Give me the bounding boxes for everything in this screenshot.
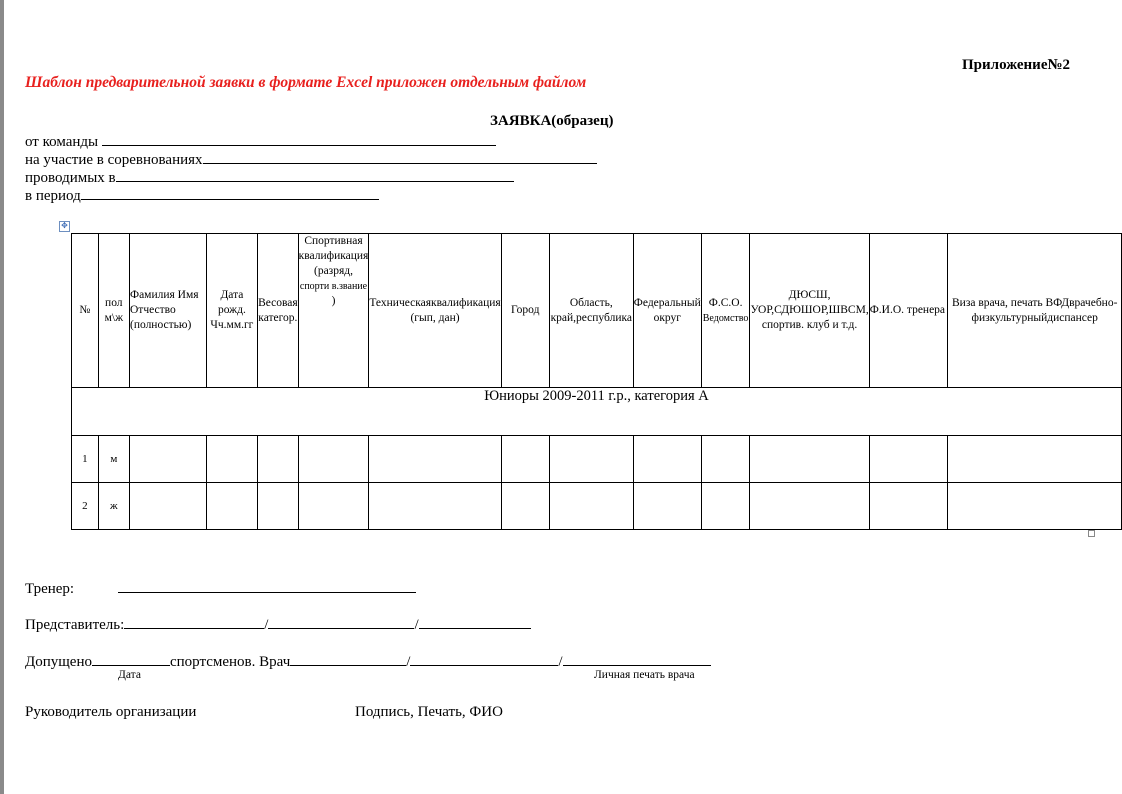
stamp-caption: Личная печать врача (594, 669, 695, 681)
col-birthdate: Дата рожд. Чч.мм.гг (206, 234, 257, 388)
table-row (72, 436, 1122, 483)
row-1-cell[interactable] (948, 436, 1122, 483)
agency-label: Ведомство (702, 312, 749, 324)
row-2-cell[interactable] (633, 483, 701, 530)
row-2-cell[interactable] (298, 483, 369, 530)
row-2-cell[interactable] (129, 483, 206, 530)
date-caption: Дата (118, 669, 141, 681)
admitted-count-blank[interactable] (92, 651, 170, 666)
table-row (72, 483, 1122, 530)
doctor-blank-1[interactable] (290, 651, 406, 666)
doctor-blank-2[interactable] (410, 651, 558, 666)
row-2-cell[interactable] (750, 483, 869, 530)
held-in-field (25, 167, 514, 187)
head-label: Руководитель организации (25, 704, 197, 720)
row-2-cell[interactable] (369, 483, 501, 530)
representative-label: Представитель: (25, 617, 125, 633)
representative-field (25, 614, 531, 634)
period-field (25, 185, 379, 205)
representative-blank-1[interactable] (124, 614, 264, 629)
template-note: Шаблон предварительной заявки в формате Excel приложен отдельным файлом (25, 74, 587, 91)
coach-field (25, 578, 416, 598)
row-1-cell[interactable] (206, 436, 257, 483)
doctor-blank-3[interactable] (563, 651, 711, 666)
row-2-cell[interactable] (948, 483, 1122, 530)
row-2-cell[interactable] (206, 483, 257, 530)
col-num: № (72, 234, 99, 388)
row-1-cell[interactable] (298, 436, 369, 483)
signature-label: Подпись, Печать, ФИО (355, 704, 503, 720)
admitted-field (25, 651, 711, 671)
row-1-cell[interactable] (750, 436, 869, 483)
row-2-cell[interactable] (549, 483, 633, 530)
sport-qualification-close: ) (331, 295, 336, 307)
sport-qualification-title: спорти в.звание (299, 281, 368, 292)
row-1-sex: м (98, 436, 129, 483)
col-weight: Весовая категор. (258, 234, 299, 388)
row-2-cell[interactable] (501, 483, 549, 530)
admitted-label: Допущено (25, 654, 92, 670)
row-1-cell[interactable] (501, 436, 549, 483)
section-title: Юниоры 2009-2011 г.р., категория А (72, 388, 1122, 436)
col-sex: пол м\ж (98, 234, 129, 388)
row-2-cell[interactable] (701, 483, 750, 530)
col-coach: Ф.И.О. тренера (869, 234, 948, 388)
col-federal-district: Федеральный округ (633, 234, 701, 388)
col-region: Область, край,республика (549, 234, 633, 388)
row-2-sex: ж (98, 483, 129, 530)
held-in-blank[interactable] (116, 167, 514, 182)
team-label: от команды (25, 134, 99, 150)
page-edge (0, 0, 4, 794)
row-1-num: 1 (72, 436, 99, 483)
coach-blank[interactable] (118, 578, 416, 593)
period-blank[interactable] (81, 185, 379, 200)
section-row (72, 388, 1122, 436)
row-1-cell[interactable] (258, 436, 299, 483)
row-2-cell[interactable] (258, 483, 299, 530)
competition-field (25, 149, 597, 169)
application-table (71, 233, 1122, 530)
page-title: ЗАЯВКА(образец) (490, 113, 614, 129)
competition-label: на участие в соревнованиях (25, 152, 203, 168)
row-1-cell[interactable] (869, 436, 948, 483)
row-1-cell[interactable] (633, 436, 701, 483)
competition-blank[interactable] (203, 149, 597, 164)
col-sport-qualification (298, 234, 369, 388)
representative-blank-2[interactable] (268, 614, 414, 629)
team-field (25, 131, 496, 151)
row-1-cell[interactable] (701, 436, 750, 483)
col-tech-qualification: Техническаяквалификация (гып, дан) (369, 234, 501, 388)
representative-slash-2: / (414, 617, 419, 633)
representative-blank-3[interactable] (419, 614, 531, 629)
held-in-label: проводимых в (25, 170, 116, 186)
athletes-doctor-label: спортсменов. Врач (170, 654, 291, 670)
col-city: Город (501, 234, 549, 388)
sport-qualification-main: Спортивная квалификация (разряд, (298, 235, 369, 277)
row-2-num: 2 (72, 483, 99, 530)
appendix-label: Приложение№2 (962, 57, 1071, 73)
col-doctor-visa: Виза врача, печать ВФДврачебно-физкультурныйдиспансер (948, 234, 1122, 388)
col-fullname: Фамилия Имя Отчество (полностью) (129, 234, 206, 388)
row-1-cell[interactable] (129, 436, 206, 483)
col-fso (701, 234, 750, 388)
row-1-cell[interactable] (369, 436, 501, 483)
doctor-slash-2: / (558, 654, 563, 670)
fso-label: Ф.С.О. (708, 296, 743, 309)
table-resize-handle-icon[interactable] (1088, 530, 1095, 537)
coach-label: Тренер: (25, 581, 75, 597)
doctor-slash-1: / (406, 654, 411, 670)
header-row (72, 234, 1122, 388)
team-blank[interactable] (102, 131, 496, 146)
representative-slash-1: / (264, 617, 269, 633)
row-2-cell[interactable] (869, 483, 948, 530)
period-label: в период (25, 188, 81, 204)
table-move-handle-icon[interactable]: ✥ (59, 221, 70, 232)
row-1-cell[interactable] (549, 436, 633, 483)
col-school: ДЮСШ, УОР,СДЮШОР,ШВСМ, спортив. клуб и т.д. (750, 234, 869, 388)
